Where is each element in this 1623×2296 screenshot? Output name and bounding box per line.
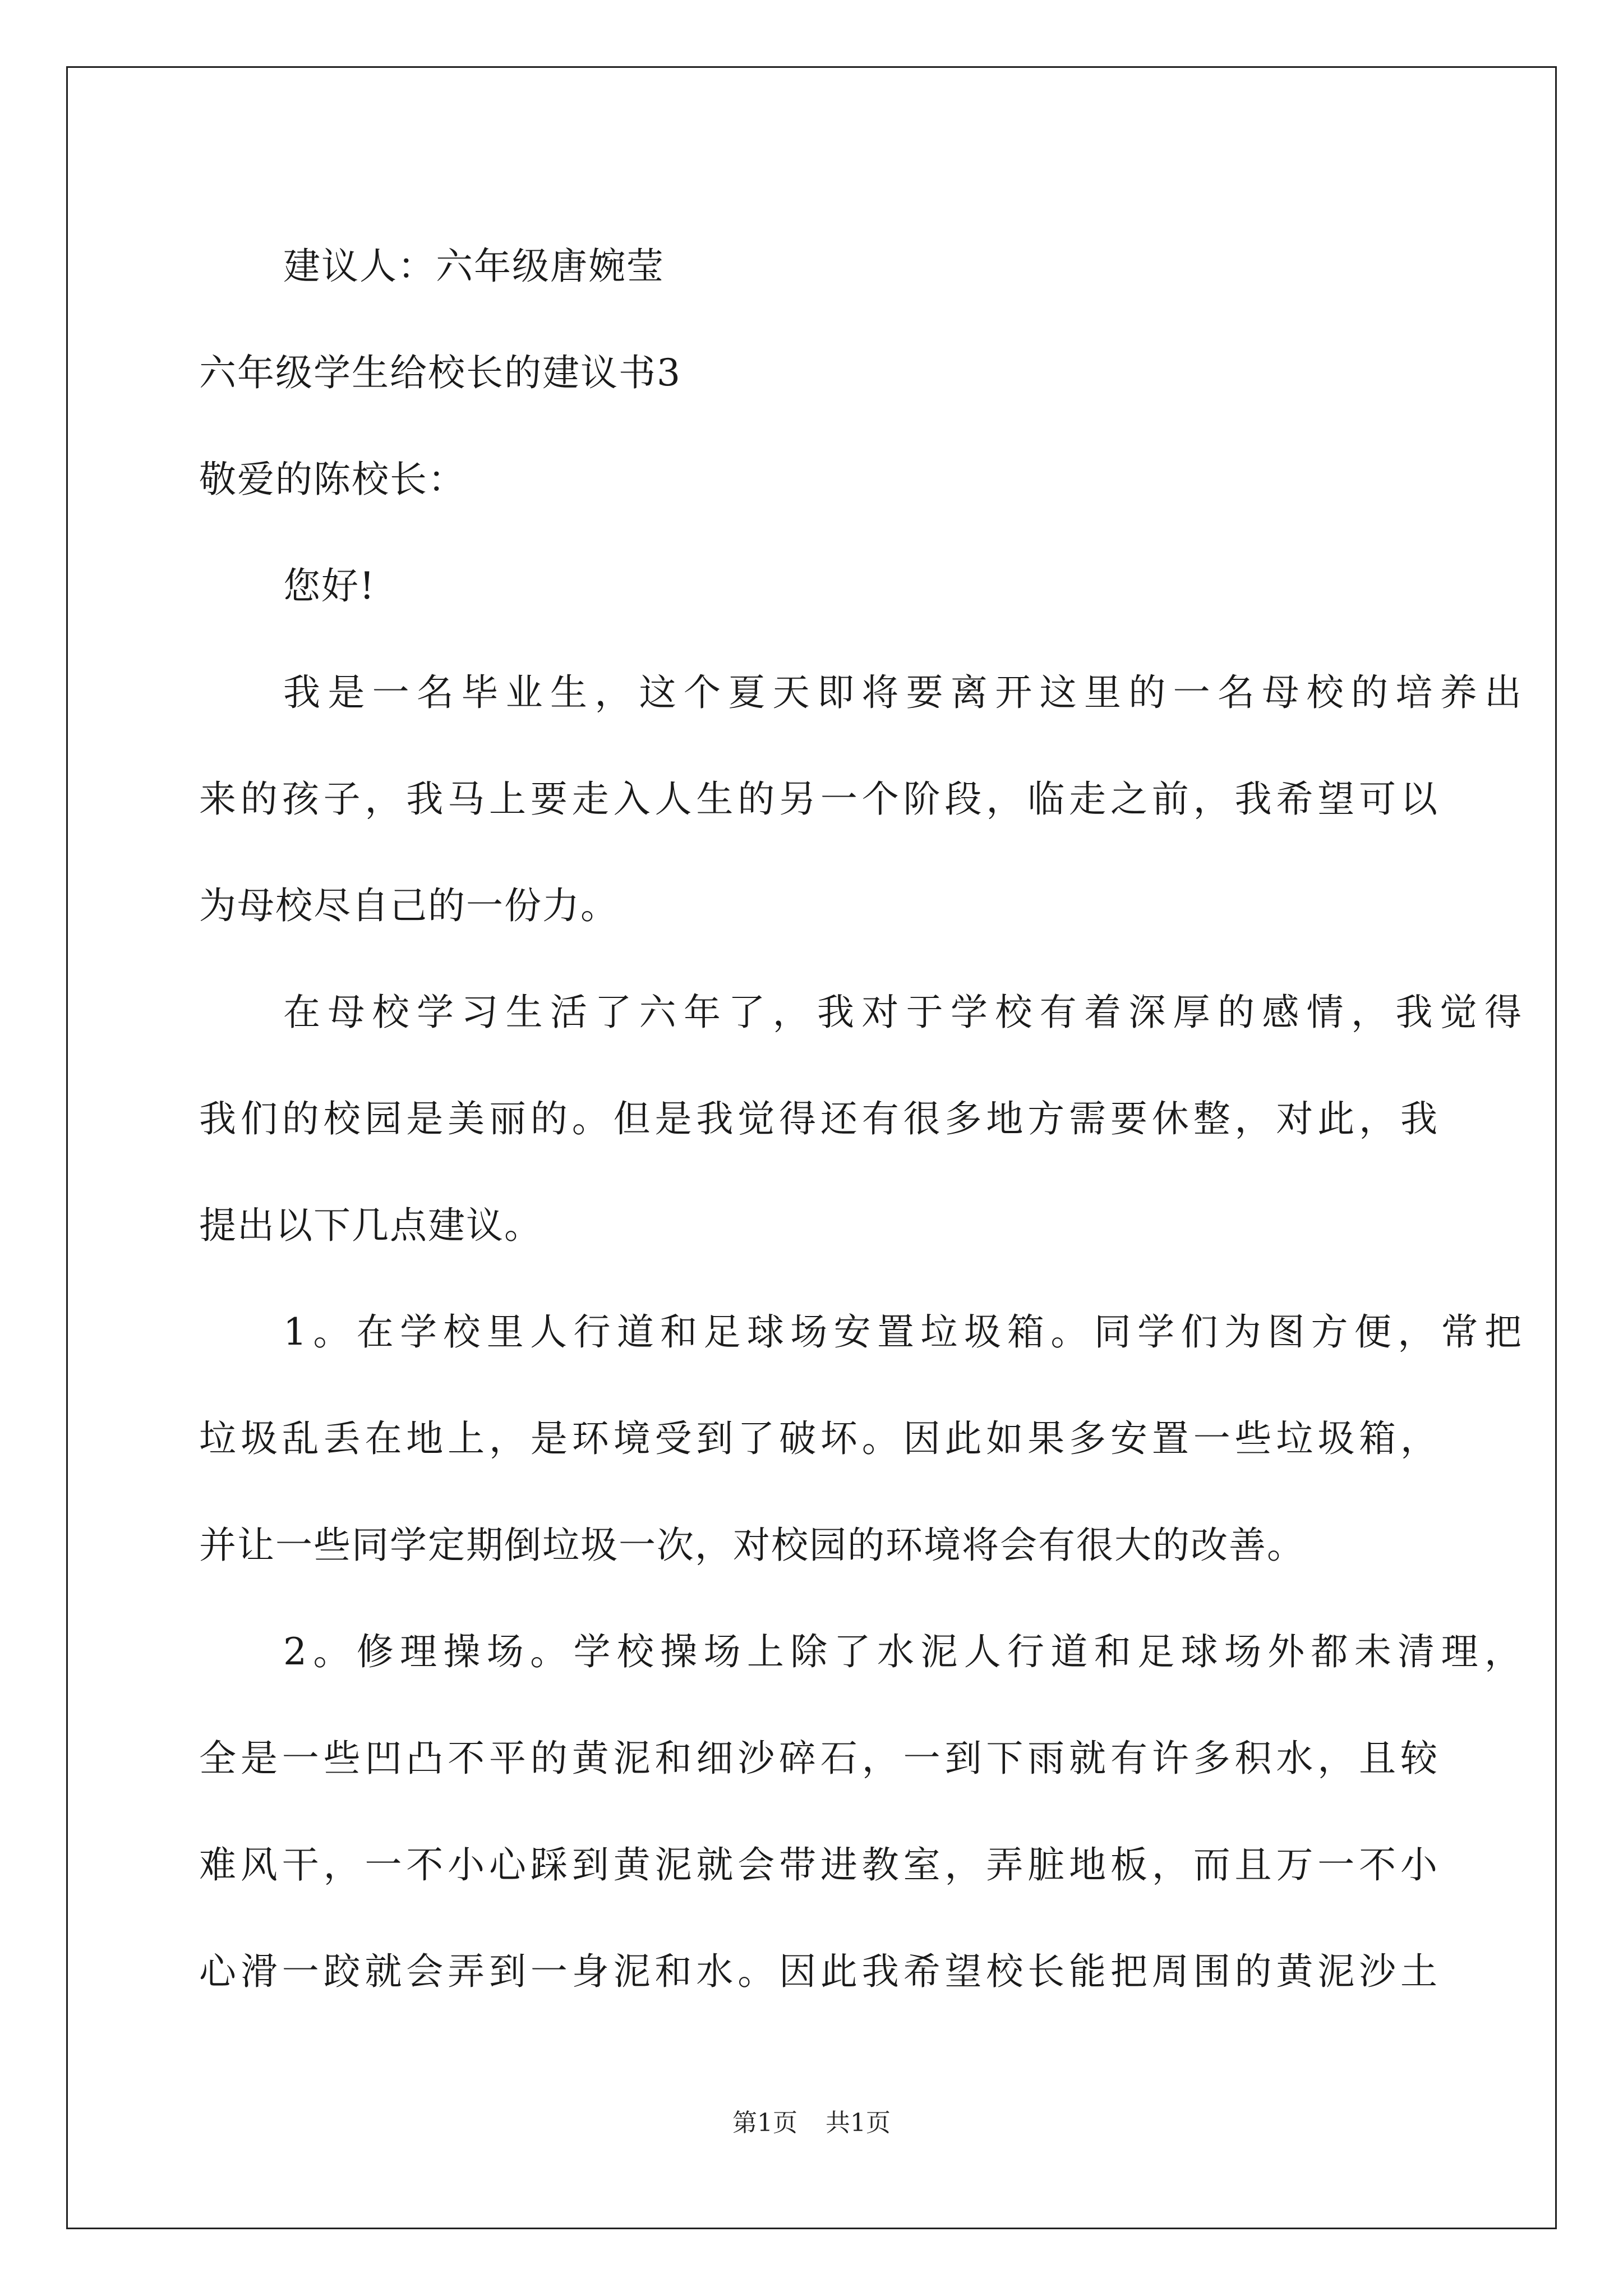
paragraph-line: 2。修理操场。学校操场上除了水泥人行道和足球场外都未清理， bbox=[283, 1630, 1523, 1673]
page-number: 第1页 bbox=[732, 2109, 797, 2137]
paragraph-line: 我是一名毕业生，这个夏天即将要离开这里的一名母校的培养出 bbox=[283, 671, 1523, 714]
paragraph-line: 来的孩子，我马上要走入人生的另一个阶段，临走之前，我希望可以 bbox=[199, 777, 1438, 821]
paragraph-line: 提出以下几点建议。 bbox=[199, 1204, 542, 1247]
paragraph-line: 为母校尽自己的一份力。 bbox=[199, 884, 619, 927]
paragraph-line: 1。在学校里人行道和足球场安置垃圾箱。同学们为图方便，常把 bbox=[283, 1310, 1523, 1354]
signature-line: 建议人：六年级唐婉莹 bbox=[283, 245, 665, 288]
page-total: 共1页 bbox=[826, 2109, 891, 2137]
paragraph-line: 我们的校园是美丽的。但是我觉得还有很多地方需要休整，对此，我 bbox=[199, 1097, 1438, 1140]
paragraph-line: 垃圾乱丢在地上，是环境受到了破坏。因此如果多安置一些垃圾箱， bbox=[199, 1417, 1438, 1460]
paragraph-line: 心滑一跤就会弄到一身泥和水。因此我希望校长能把周围的黄泥沙土 bbox=[199, 1950, 1438, 1993]
greeting: 您好! bbox=[283, 564, 376, 608]
paragraph-line: 并让一些同学定期倒垃圾一次，对校园的环境将会有很大的改善。 bbox=[199, 1524, 1305, 1567]
salutation: 敬爱的陈校长： bbox=[199, 458, 466, 501]
paragraph-line: 在母校学习生活了六年了，我对于学校有着深厚的感情，我觉得 bbox=[283, 991, 1523, 1034]
document-body bbox=[199, 213, 1523, 2025]
paragraph-line: 全是一些凹凸不平的黄泥和细沙碎石，一到下雨就有许多积水，且较 bbox=[199, 1737, 1438, 1780]
document-title: 六年级学生给校长的建议书3 bbox=[199, 351, 681, 394]
page-footer bbox=[0, 2106, 1623, 2140]
paragraph-line: 难风干，一不小心踩到黄泥就会带进教室，弄脏地板，而且万一不小 bbox=[199, 1843, 1438, 1887]
